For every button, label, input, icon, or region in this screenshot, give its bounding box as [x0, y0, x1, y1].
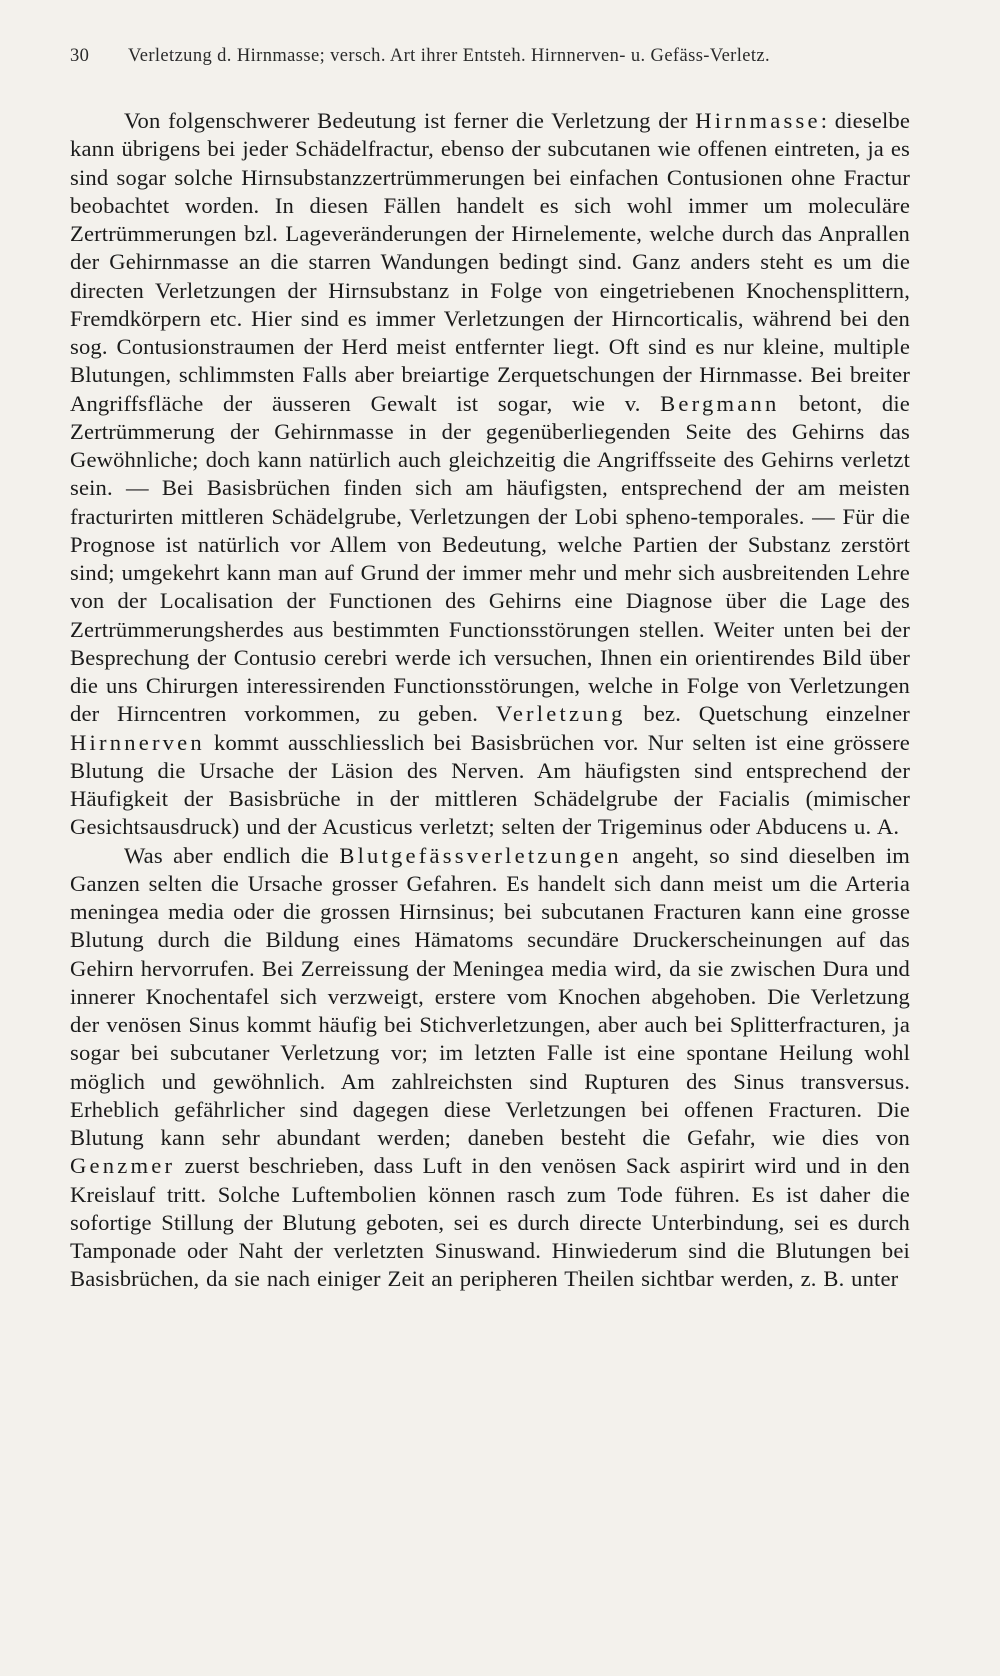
text-run: angeht, so sind dieselben im Ganzen selten die Ursache grosser Gefahren. Es handelt sich dann meist um die Arteria meningea media oder die grossen Hirnsinus; bei subcutanen Fracturen kann eine grosse Blutung durch die Bildung eines Hämatoms secundäre Druckerscheinungen auf das Gehirn hervorrufen. Bei Zerreissung der Meningea media wird, da sie zwischen Dura und innerer Knochentafel sich verzweigt, erstere vom Knochen abgehoben. Die Verletzung der venösen Sinus kommt häufig bei Stichverletzungen, aber auch bei Splitterfracturen, ja sogar bei subcutaner Verletzung vor; im letzten Falle ist eine spontane Heilung wohl möglich und gewöhnlich. Am zahlreichsten sind Rupturen des Sinus transversus. Erheblich gefährlicher sind dagegen diese Verletzungen bei offenen Fracturen. Die Blutung kann sehr abundant werden; daneben besteht die Gefahr, wie dies von: [70, 842, 910, 1150]
text-run: kommt ausschliesslich bei Basisbrüchen vor. Nur selten ist eine grössere Blutung die Ursache der Läsion des Nerven. Am häufigsten sind entsprechend der Häufigkeit der Basisbrüche in der mittleren Schädelgrube der Facialis (mimischer Gesichtsausdruck) und der Acusticus verletzt; selten der Trigeminus oder Abducens u. A.: [70, 729, 910, 840]
text-run: Was aber endlich die: [124, 842, 329, 868]
page-number: 30: [70, 46, 90, 66]
emphasis-hirnmasse: Hirnmasse: [695, 108, 821, 133]
author-name-genzmer: Genzmer: [70, 1153, 176, 1179]
emphasis-blutgefaessverletzungen: Blutgefässverletzungen: [339, 842, 622, 868]
text-run: bez. Quetschung einzelner: [643, 701, 910, 727]
running-header: [70, 46, 910, 67]
text-run: : dieselbe kann übrigens bei jeder Schädelfractur, ebenso der subcutanen wie offenen eintreten, ja es sind sogar solche Hirnsubstanzzertrümmerungen bei einfachen Contusionen ohne Fractur beobachtet worden. In diesen Fällen handelt es sich wohl immer um moleculäre Zertrümmerungen bzl. Lageveränderungen der Hirnelemente, welche durch das Anprallen der Gehirnmasse an die starren Wandungen bedingt sind. Ganz anders steht es um die directen Verletzungen der Hirnsubstanz in Folge von eingetriebenen Knochensplittern, Fremdkörpern etc. Hier sind es immer Verletzungen der Hirncorticalis, während bei den sog. Contusionstraumen der Herd meist entfernter liegt. Oft sind es nur kleine, multiple Blutungen, schlimmsten Falls aber breiartige Zerquetschungen der Hirnmasse. Bei breiter Angriffsfläche der äusseren Gewalt ist sogar, wie v.: [70, 108, 910, 416]
author-name-bergmann: Bergmann: [660, 390, 780, 416]
running-title: Verletzung d. Hirnmasse; versch. Art ihrer Entsteh. Hirnnerven- u. Gefäss-Verletz.: [128, 46, 771, 66]
emphasis-hirnnerven: Hirnnerven: [70, 729, 205, 755]
text-run: betont, die Zertrümmerung der Gehirnmasse in der gegenüberliegenden Seite des Gehirns das Gewöhnliche; doch kann natürlich auch gleichzeitig die Angriffsseite des Gehirns verletzt sein. — Bei Basisbrüchen finden sich am häufigsten, entsprechend der am meisten fracturirten mittleren Schädelgrube, Verletzungen der Lobi spheno-temporales. — Für die Prognose ist natürlich vor Allem von Bedeutung, welche Partien der Substanz zerstört sind; umgekehrt kann man auf Grund der immer mehr und mehr sich ausbreitenden Lehre von der Localisation der Functionen des Gehirns eine Diagnose über die Lage des Zertrümmerungsherdes aus bestimmten Functionsstörungen stellen. Weiter unten bei der Besprechung der Contusio cerebri werde ich versuchen, Ihnen ein orientirendes Bild über die uns Chirurgen interessirenden Functionsstörungen, welche in Folge von Verletzungen der Hirncentren vorkommen, zu geben.: [70, 390, 910, 727]
paragraph-brain-injury: [70, 107, 910, 842]
text-run: Von folgenschwerer Bedeutung ist ferner die Verletzung der: [124, 108, 688, 133]
emphasis-verletzung: Verletzung: [495, 701, 626, 727]
text-run: zuerst beschrieben, dass Luft in den venösen Sack aspirirt wird und in den Kreislauf tritt. Solche Luftembolien können rasch zum Tode führen. Es ist daher die sofortige Stillung der Blutung geboten, sei es durch directe Unterbindung, sei es durch Tamponade oder Naht der verletzten Sinuswand. Hinwiederum sind die Blutungen bei Basisbrüchen, da sie nach einiger Zeit an peripheren Theilen sichtbar werden, z. B. unter: [70, 1153, 910, 1292]
paragraph-vessel-injury: [70, 842, 910, 1294]
body-text: [70, 107, 910, 1294]
